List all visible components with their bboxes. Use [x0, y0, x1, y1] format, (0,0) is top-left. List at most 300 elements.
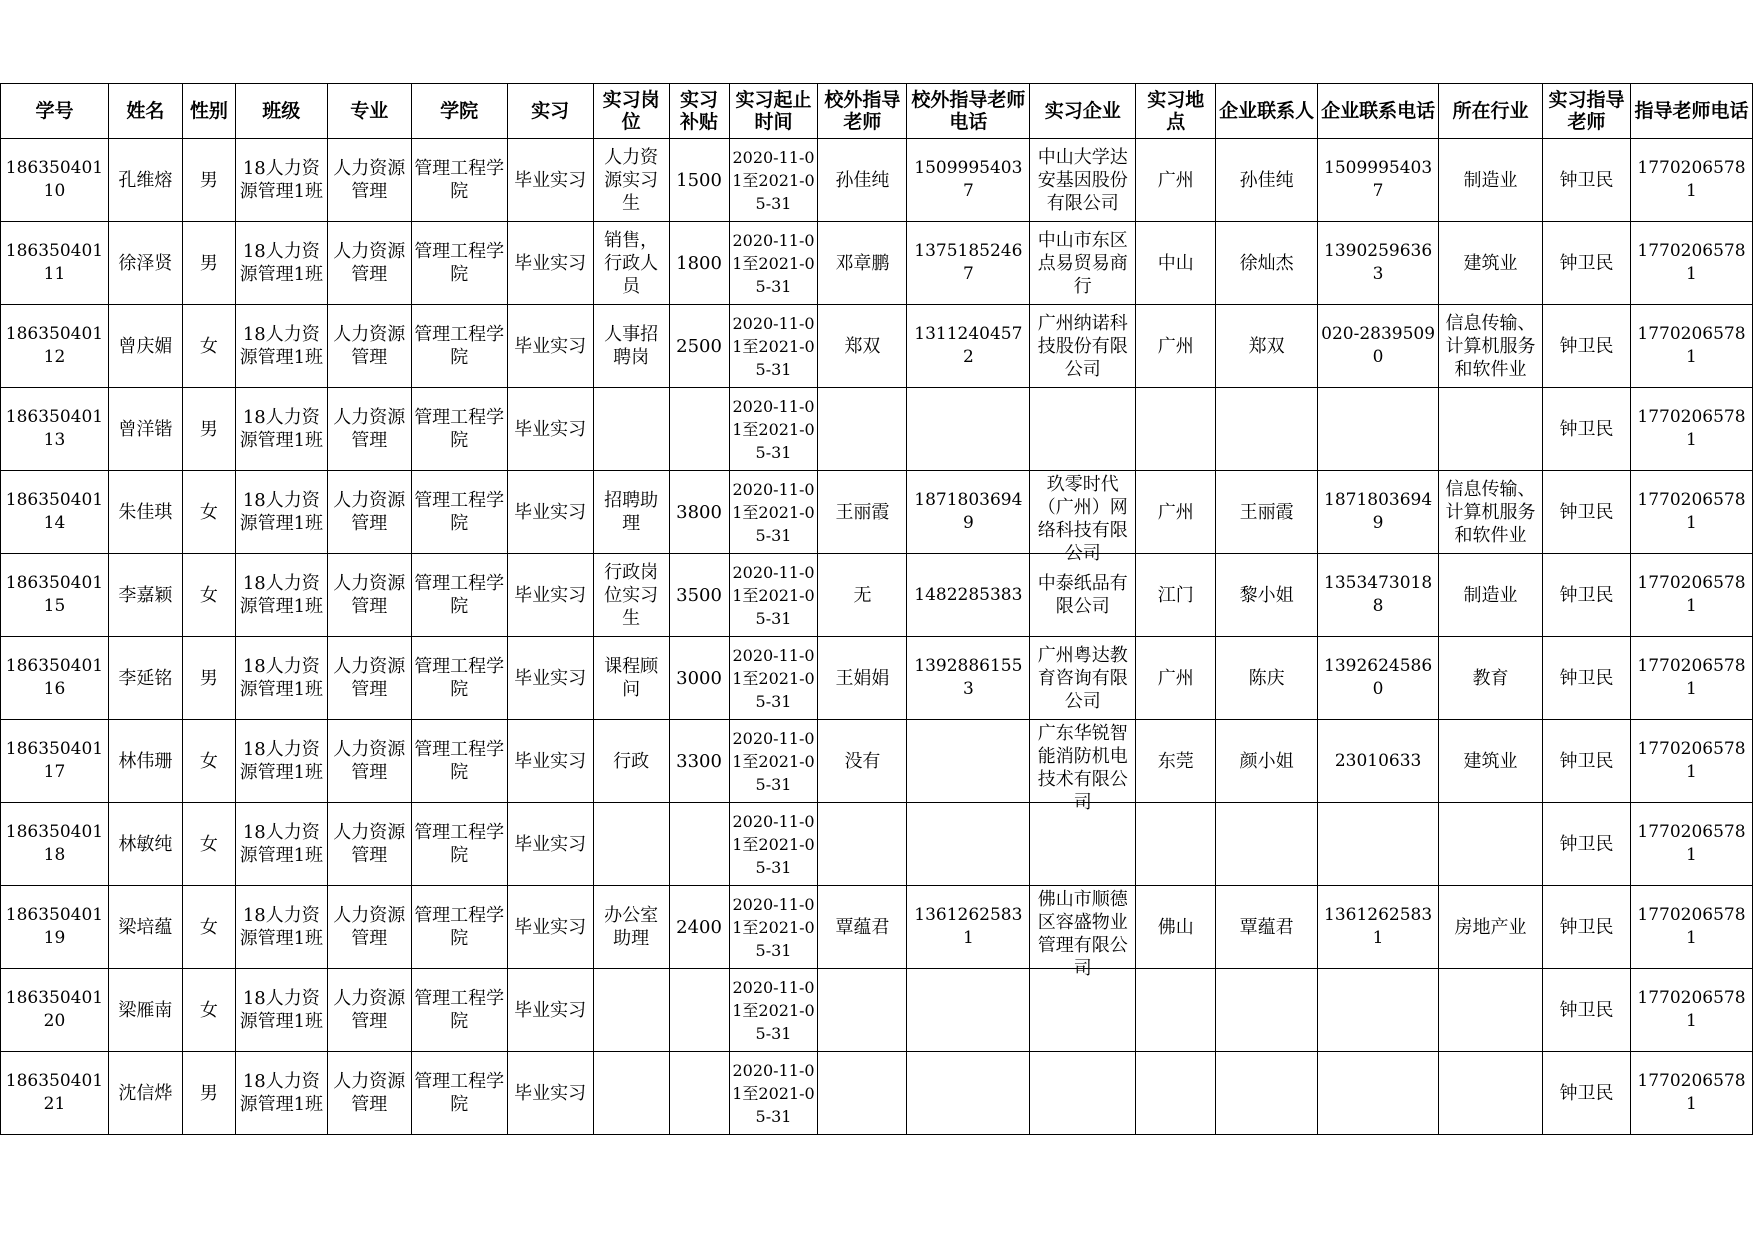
table-body: [1, 139, 1753, 1135]
cell-company: [1030, 969, 1136, 1052]
header-period: 实习起止时间: [729, 84, 818, 139]
cell-text: 18635040114: [5, 490, 104, 533]
cell-external-advisor: [818, 1052, 907, 1135]
cell-major: [327, 1052, 411, 1135]
cell-internship-type: [507, 637, 593, 720]
header-student-id: 学号: [1, 84, 109, 139]
cell-text: 人力资源管理: [333, 324, 406, 368]
cell-text: 徐泽贤: [118, 252, 173, 274]
cell-text: 2020-11-01至2021-05-31: [732, 562, 815, 628]
cell-advisor: [1542, 388, 1630, 471]
cell-text: 2400: [676, 916, 722, 938]
cell-period: [729, 803, 818, 886]
cell-external-advisor: [818, 969, 907, 1052]
cell-text: 信息传输、计算机服务和软件业: [1445, 312, 1536, 380]
cell-text: 钟卫民: [1559, 501, 1614, 523]
cell-college: [411, 637, 507, 720]
cell-text: 徐灿杰: [1239, 252, 1294, 274]
cell-text: 17702065781: [1637, 739, 1746, 782]
cell-text: 18人力资源管理1班: [239, 324, 324, 368]
cell-advisor: [1542, 1052, 1630, 1135]
table-row: [1, 388, 1753, 471]
cell-text: 18人力资源管理1班: [239, 241, 324, 285]
cell-text: 广州: [1157, 335, 1194, 357]
cell-text: 18635040115: [5, 573, 104, 616]
cell-internship-type: [507, 471, 593, 554]
cell-location: [1136, 886, 1216, 969]
cell-student-id: [1, 554, 109, 637]
cell-class: [235, 720, 327, 803]
cell-gender: [182, 886, 235, 969]
table-row: [1, 886, 1753, 969]
cell-name: [108, 720, 182, 803]
cell-text: 人力资源管理: [333, 822, 406, 866]
cell-college: [411, 969, 507, 1052]
cell-name: [108, 305, 182, 388]
cell-text: 18635040120: [5, 988, 104, 1031]
cell-company-contact: [1216, 637, 1318, 720]
cell-company-contact: [1216, 886, 1318, 969]
cell-text: 18人力资源管理1班: [239, 407, 324, 451]
cell-text: 女: [199, 335, 218, 357]
cell-text: 13112404572: [914, 324, 1023, 367]
cell-text: 毕业实习: [514, 916, 587, 938]
cell-major: [327, 222, 411, 305]
cell-internship-type: [507, 969, 593, 1052]
cell-text: 钟卫民: [1559, 999, 1614, 1021]
cell-industry: [1439, 1052, 1543, 1135]
cell-internship-type: [507, 139, 593, 222]
cell-text: 13534730188: [1324, 573, 1433, 616]
cell-industry: [1439, 471, 1543, 554]
cell-text: 3000: [676, 667, 722, 689]
cell-text: 钟卫民: [1559, 252, 1614, 274]
cell-location: [1136, 139, 1216, 222]
cell-period: [729, 222, 818, 305]
cell-text: 钟卫民: [1559, 916, 1614, 938]
cell-company: [1030, 720, 1136, 813]
cell-text: 孔维熔: [118, 169, 173, 191]
header-company: 实习企业: [1030, 84, 1136, 139]
cell-text: 课程顾问: [604, 656, 659, 700]
cell-internship-type: [507, 388, 593, 471]
cell-text: 1800: [676, 252, 722, 274]
cell-text: 18635040112: [5, 324, 104, 367]
cell-college: [411, 305, 507, 388]
cell-text: 中山: [1157, 252, 1194, 274]
cell-text: 招聘助理: [604, 490, 659, 534]
cell-position: [593, 969, 669, 1052]
cell-text: 覃蕴君: [1239, 916, 1294, 938]
cell-period: [729, 305, 818, 388]
header-class: 班级: [235, 84, 327, 139]
cell-text: 15099954037: [914, 158, 1023, 201]
cell-subsidy: [669, 305, 729, 388]
cell-company-contact: [1216, 305, 1318, 388]
cell-text: 2020-11-01至2021-05-31: [732, 728, 815, 794]
cell-location: [1136, 471, 1216, 554]
cell-position: [593, 139, 669, 222]
cell-text: 2020-11-01至2021-05-31: [732, 894, 815, 960]
cell-position: [593, 554, 669, 637]
cell-text: 17702065781: [1637, 490, 1746, 533]
cell-text: 广州: [1157, 169, 1194, 191]
cell-text: 2020-11-01至2021-05-31: [732, 396, 815, 462]
cell-company-contact: [1216, 388, 1318, 471]
cell-text: 孙佳纯: [835, 169, 890, 191]
cell-text: 孙佳纯: [1239, 169, 1294, 191]
cell-text: 18人力资源管理1班: [239, 158, 324, 202]
cell-text: 中山大学达安基因股份有限公司: [1037, 146, 1128, 214]
cell-text: 13928861553: [914, 656, 1023, 699]
cell-text: 郑双: [1248, 335, 1285, 357]
cell-text: 曾洋锴: [118, 418, 173, 440]
table-row: [1, 803, 1753, 886]
cell-company: [1030, 471, 1136, 564]
cell-college: [411, 222, 507, 305]
cell-text: 钟卫民: [1559, 418, 1614, 440]
cell-text: 3800: [676, 501, 722, 523]
cell-text: 18718036949: [1324, 490, 1433, 533]
cell-text: 朱佳琪: [118, 501, 173, 523]
table-row: [1, 969, 1753, 1052]
cell-industry: [1439, 803, 1543, 886]
cell-subsidy: [669, 803, 729, 886]
cell-company-phone: [1318, 720, 1439, 803]
internship-table: [0, 83, 1753, 1135]
cell-text: 18718036949: [914, 490, 1023, 533]
cell-location: [1136, 637, 1216, 720]
cell-college: [411, 1052, 507, 1135]
header-company-contact: 企业联系人: [1216, 84, 1318, 139]
cell-text: 中泰纸品有限公司: [1037, 573, 1128, 617]
cell-college: [411, 139, 507, 222]
cell-advisor: [1542, 637, 1630, 720]
cell-class: [235, 1052, 327, 1135]
cell-period: [729, 720, 818, 803]
header-internship-type: 实习: [507, 84, 593, 139]
cell-subsidy: [669, 471, 729, 554]
cell-text: 020-28395090: [1321, 324, 1436, 367]
cell-text: 人力资源管理: [333, 490, 406, 534]
cell-company-contact: [1216, 720, 1318, 803]
cell-text: 18635040111: [5, 241, 104, 284]
cell-industry: [1439, 388, 1543, 471]
cell-subsidy: [669, 720, 729, 803]
cell-external-advisor-phone: [907, 139, 1030, 222]
cell-text: 梁雁南: [118, 999, 173, 1021]
cell-text: 钟卫民: [1559, 750, 1614, 772]
cell-major: [327, 139, 411, 222]
cell-company-contact: [1216, 803, 1318, 886]
cell-advisor-phone: [1630, 886, 1752, 969]
cell-location: [1136, 554, 1216, 637]
cell-subsidy: [669, 388, 729, 471]
cell-text: 管理工程学院: [414, 905, 505, 949]
cell-company: [1030, 886, 1136, 979]
cell-external-advisor: [818, 388, 907, 471]
cell-gender: [182, 388, 235, 471]
header-row: [1, 84, 1753, 139]
cell-industry: [1439, 554, 1543, 637]
cell-text: 广州: [1157, 501, 1194, 523]
cell-gender: [182, 803, 235, 886]
cell-advisor-phone: [1630, 637, 1752, 720]
cell-class: [235, 803, 327, 886]
cell-gender: [182, 471, 235, 554]
cell-text: 18635040121: [5, 1071, 104, 1114]
cell-text: 18635040113: [5, 407, 104, 450]
cell-text: 林伟珊: [118, 750, 173, 772]
cell-text: 毕业实习: [514, 335, 587, 357]
cell-major: [327, 554, 411, 637]
cell-external-advisor-phone: [907, 222, 1030, 305]
cell-class: [235, 388, 327, 471]
cell-text: 17702065781: [1637, 158, 1746, 201]
header-advisor: 实习指导老师: [1542, 84, 1630, 139]
cell-location: [1136, 388, 1216, 471]
cell-gender: [182, 637, 235, 720]
cell-class: [235, 471, 327, 554]
cell-advisor-phone: [1630, 388, 1752, 471]
header-location: 实习地点: [1136, 84, 1216, 139]
cell-text: 林敏纯: [118, 833, 173, 855]
cell-advisor-phone: [1630, 969, 1752, 1052]
cell-name: [108, 139, 182, 222]
table-row: [1, 637, 1753, 720]
cell-text: 毕业实习: [514, 999, 587, 1021]
cell-text: 女: [199, 584, 218, 606]
cell-text: 18人力资源管理1班: [239, 988, 324, 1032]
cell-advisor-phone: [1630, 222, 1752, 305]
cell-subsidy: [669, 886, 729, 969]
cell-external-advisor: [818, 305, 907, 388]
cell-gender: [182, 1052, 235, 1135]
cell-text: 覃蕴君: [835, 916, 890, 938]
cell-advisor-phone: [1630, 720, 1752, 803]
cell-location: [1136, 969, 1216, 1052]
cell-text: 17702065781: [1637, 573, 1746, 616]
cell-text: 2020-11-01至2021-05-31: [732, 1060, 815, 1126]
cell-period: [729, 1052, 818, 1135]
cell-advisor-phone: [1630, 305, 1752, 388]
cell-student-id: [1, 969, 109, 1052]
cell-subsidy: [669, 969, 729, 1052]
cell-student-id: [1, 637, 109, 720]
cell-text: 毕业实习: [514, 252, 587, 274]
header-position: 实习岗位: [593, 84, 669, 139]
table-row: [1, 720, 1753, 803]
cell-text: 13751852467: [914, 241, 1023, 284]
cell-advisor: [1542, 305, 1630, 388]
cell-company: [1030, 554, 1136, 637]
cell-text: 17702065781: [1637, 241, 1746, 284]
cell-name: [108, 554, 182, 637]
header-company-phone: 企业联系电话: [1318, 84, 1439, 139]
cell-text: 无: [853, 584, 872, 606]
cell-industry: [1439, 720, 1543, 803]
cell-text: 销售，行政人员: [604, 229, 659, 297]
cell-position: [593, 222, 669, 305]
cell-text: 人力资源管理: [333, 739, 406, 783]
cell-major: [327, 305, 411, 388]
cell-text: 人力资源管理: [333, 573, 406, 617]
cell-external-advisor-phone: [907, 1052, 1030, 1135]
cell-advisor-phone: [1630, 471, 1752, 554]
cell-advisor: [1542, 886, 1630, 969]
cell-advisor: [1542, 554, 1630, 637]
cell-text: 17702065781: [1637, 905, 1746, 948]
cell-text: 18635040119: [5, 905, 104, 948]
cell-internship-type: [507, 720, 593, 803]
cell-college: [411, 886, 507, 969]
cell-text: 13612625831: [914, 905, 1023, 948]
cell-text: 行政: [613, 750, 650, 772]
cell-subsidy: [669, 554, 729, 637]
cell-class: [235, 139, 327, 222]
cell-text: 3500: [676, 584, 722, 606]
cell-text: 管理工程学院: [414, 656, 505, 700]
cell-text: 房地产业: [1454, 916, 1527, 938]
cell-company-phone: [1318, 886, 1439, 969]
cell-company-phone: [1318, 305, 1439, 388]
cell-external-advisor: [818, 637, 907, 720]
cell-text: 13902596363: [1324, 241, 1433, 284]
cell-text: 女: [199, 501, 218, 523]
cell-text: 毕业实习: [514, 501, 587, 523]
cell-text: 2020-11-01至2021-05-31: [732, 479, 815, 545]
cell-major: [327, 388, 411, 471]
cell-student-id: [1, 471, 109, 554]
cell-text: 人力资源管理: [333, 656, 406, 700]
cell-text: 梁培蕴: [118, 916, 173, 938]
cell-internship-type: [507, 886, 593, 969]
cell-external-advisor: [818, 803, 907, 886]
cell-position: [593, 886, 669, 969]
cell-text: 17702065781: [1637, 656, 1746, 699]
cell-position: [593, 471, 669, 554]
cell-text: 邓章鹏: [835, 252, 890, 274]
cell-text: 17702065781: [1637, 1071, 1746, 1114]
cell-text: 人力资源管理: [333, 988, 406, 1032]
cell-text: 建筑业: [1463, 252, 1518, 274]
cell-industry: [1439, 222, 1543, 305]
cell-text: 17702065781: [1637, 407, 1746, 450]
cell-text: 管理工程学院: [414, 407, 505, 451]
cell-text: 17702065781: [1637, 822, 1746, 865]
cell-company-phone: [1318, 969, 1439, 1052]
cell-advisor-phone: [1630, 1052, 1752, 1135]
cell-company-phone: [1318, 222, 1439, 305]
cell-class: [235, 554, 327, 637]
cell-text: 曾庆媚: [118, 335, 173, 357]
cell-major: [327, 637, 411, 720]
cell-text: 人事招聘岗: [604, 324, 659, 368]
cell-text: 陈庆: [1248, 667, 1285, 689]
cell-text: 行政岗位实习生: [604, 561, 659, 629]
cell-text: 2020-11-01至2021-05-31: [732, 811, 815, 877]
cell-text: 信息传输、计算机服务和软件业: [1445, 478, 1536, 546]
cell-text: 毕业实习: [514, 1082, 587, 1104]
cell-company-contact: [1216, 139, 1318, 222]
cell-period: [729, 471, 818, 554]
cell-company: [1030, 1052, 1136, 1135]
cell-position: [593, 1052, 669, 1135]
cell-text: 中山市东区点易贸易商行: [1037, 229, 1128, 297]
header-subsidy: 实习补贴: [669, 84, 729, 139]
cell-text: 毕业实习: [514, 169, 587, 191]
cell-position: [593, 803, 669, 886]
cell-subsidy: [669, 1052, 729, 1135]
cell-text: 钟卫民: [1559, 833, 1614, 855]
cell-name: [108, 1052, 182, 1135]
cell-text: 办公室助理: [604, 905, 659, 949]
cell-text: 1482285383: [914, 584, 1023, 605]
cell-text: 黎小姐: [1239, 584, 1294, 606]
cell-company-contact: [1216, 1052, 1318, 1135]
cell-class: [235, 637, 327, 720]
cell-external-advisor-phone: [907, 471, 1030, 554]
cell-student-id: [1, 139, 109, 222]
table-row: [1, 222, 1753, 305]
cell-internship-type: [507, 305, 593, 388]
cell-text: 钟卫民: [1559, 1082, 1614, 1104]
cell-subsidy: [669, 637, 729, 720]
cell-location: [1136, 803, 1216, 886]
cell-period: [729, 139, 818, 222]
cell-text: 18人力资源管理1班: [239, 490, 324, 534]
cell-name: [108, 886, 182, 969]
cell-text: 王娟娟: [835, 667, 890, 689]
cell-text: 人力资源管理: [333, 407, 406, 451]
cell-gender: [182, 305, 235, 388]
cell-college: [411, 471, 507, 554]
cell-text: 广州纳诺科技股份有限公司: [1037, 312, 1128, 380]
cell-internship-type: [507, 803, 593, 886]
cell-company-phone: [1318, 554, 1439, 637]
cell-text: 钟卫民: [1559, 169, 1614, 191]
cell-external-advisor: [818, 222, 907, 305]
cell-advisor-phone: [1630, 803, 1752, 886]
cell-text: 15099954037: [1324, 158, 1433, 201]
cell-text: 人力资源管理: [333, 158, 406, 202]
cell-text: 玖零时代（广州）网络科技有限公司: [1037, 474, 1128, 564]
cell-name: [108, 471, 182, 554]
cell-text: 广东华锐智能消防机电技术有限公司: [1037, 723, 1128, 813]
cell-text: 李延铭: [118, 667, 173, 689]
cell-text: 佛山市顺德区容盛物业管理有限公司: [1037, 889, 1128, 979]
cell-text: 2020-11-01至2021-05-31: [732, 230, 815, 296]
header-gender: 性别: [182, 84, 235, 139]
cell-advisor: [1542, 139, 1630, 222]
cell-text: 18人力资源管理1班: [239, 1071, 324, 1115]
cell-text: 广州: [1157, 667, 1194, 689]
cell-company: [1030, 388, 1136, 471]
cell-college: [411, 554, 507, 637]
cell-position: [593, 637, 669, 720]
cell-external-advisor: [818, 554, 907, 637]
table-row: [1, 554, 1753, 637]
cell-text: 1500: [676, 169, 722, 191]
cell-text: 管理工程学院: [414, 241, 505, 285]
cell-major: [327, 720, 411, 803]
cell-company-phone: [1318, 637, 1439, 720]
cell-text: 东莞: [1157, 750, 1194, 772]
cell-gender: [182, 139, 235, 222]
cell-gender: [182, 222, 235, 305]
cell-class: [235, 969, 327, 1052]
cell-name: [108, 222, 182, 305]
